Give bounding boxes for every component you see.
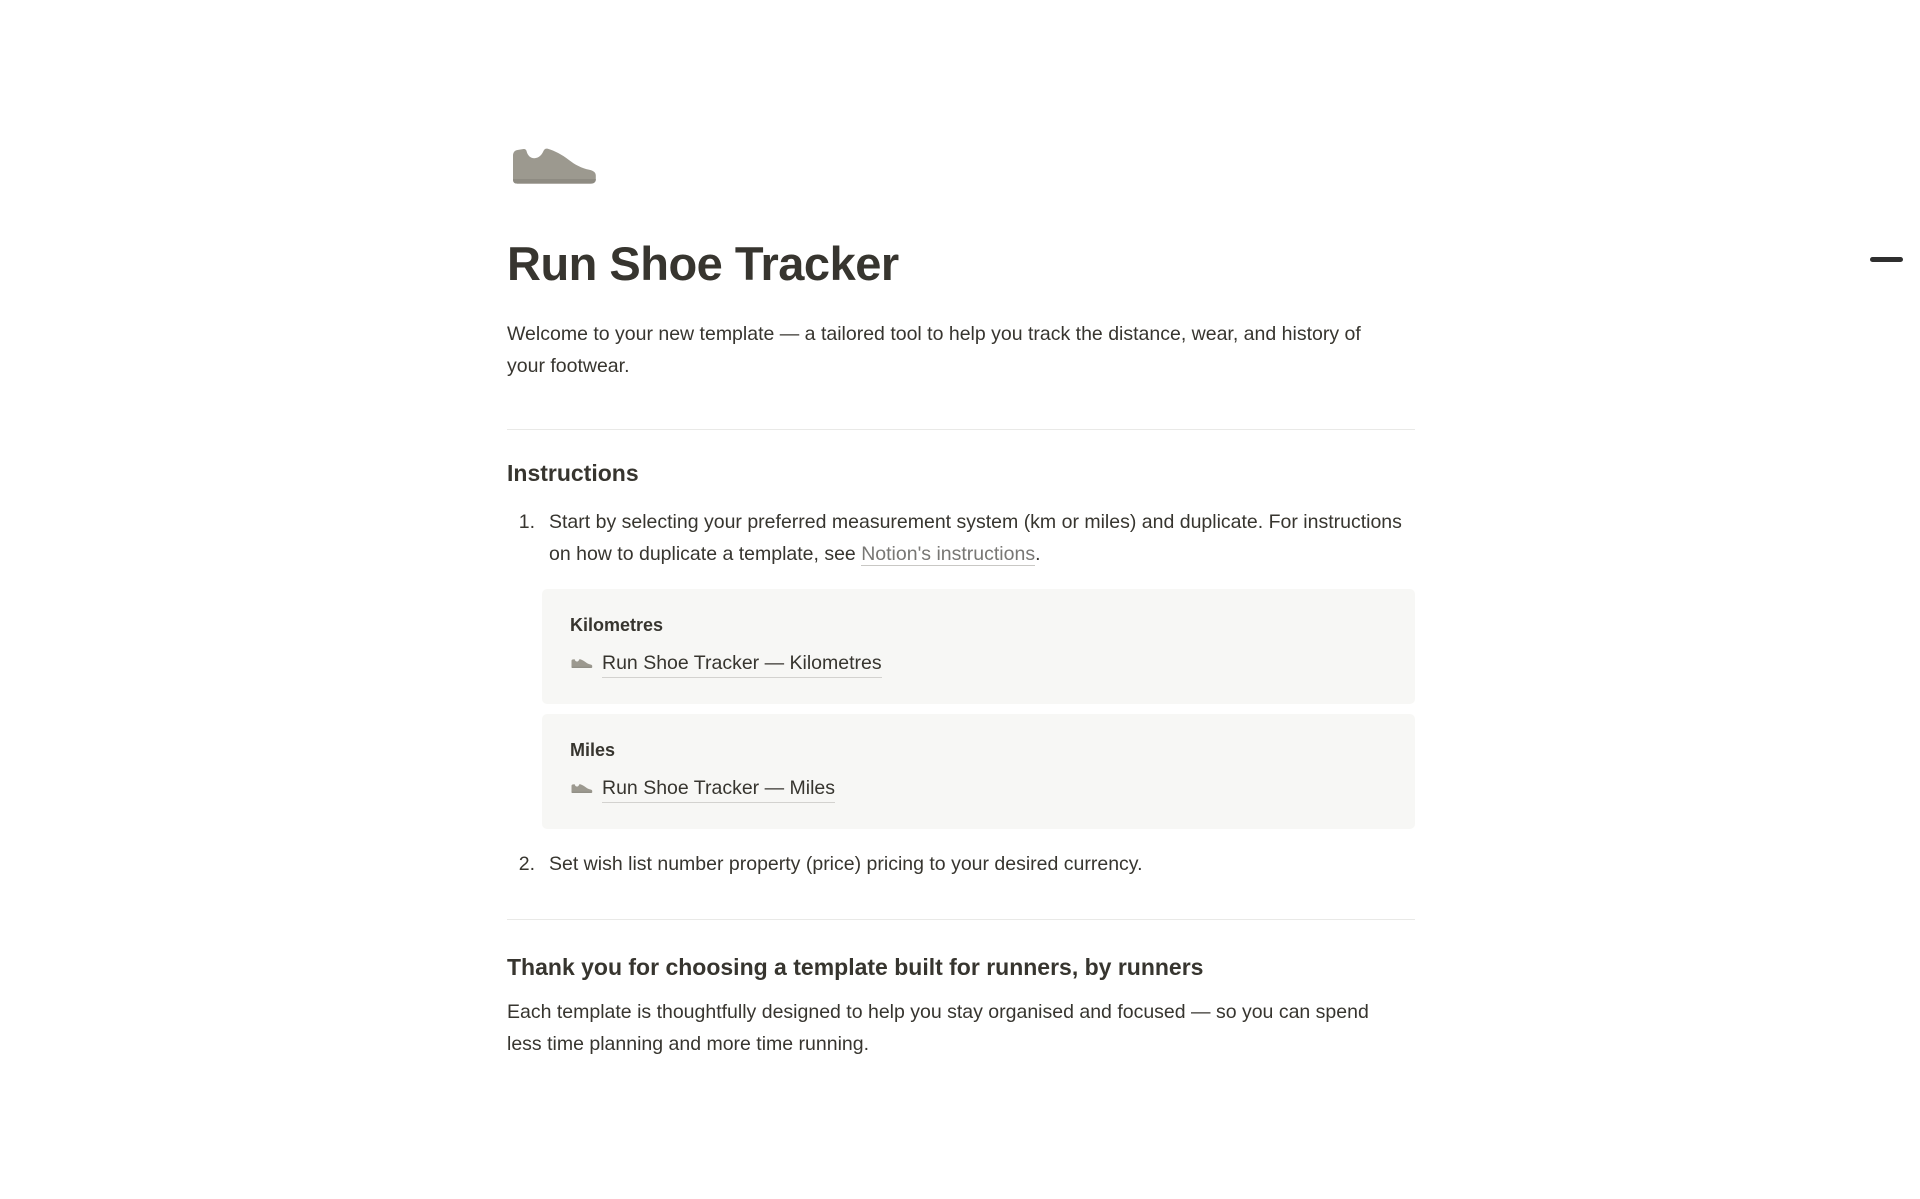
running-shoe-icon [570, 656, 593, 672]
list-item [507, 506, 1415, 570]
closing-heading: Thank you for choosing a template built for runners, by runners [507, 954, 1204, 981]
page-link-row[interactable] [570, 774, 1387, 803]
step-text-after-link: . [1035, 543, 1041, 566]
running-shoe-icon [570, 781, 593, 797]
list-item [507, 848, 1415, 880]
list-marker: 1. [518, 511, 535, 534]
scrollbar-thumb[interactable] [1870, 257, 1903, 262]
card-miles[interactable] [542, 714, 1415, 829]
page-title: Run Shoe Tracker [507, 237, 899, 290]
card-kilometres[interactable] [542, 589, 1415, 704]
notion-instructions-link[interactable]: Notion's instructions [861, 543, 1036, 566]
page-intro-paragraph: Welcome to your new template — a tailored tool to help you track the distance, wear, and history of your footwear. [507, 323, 1361, 378]
page-link-miles[interactable]: Run Shoe Tracker — Miles [602, 774, 835, 803]
running-shoe-icon [507, 138, 599, 198]
page-link-kilometres[interactable]: Run Shoe Tracker — Kilometres [602, 649, 882, 678]
step-text-before-link: Start by selecting your preferred measurement system (km or miles) and duplicate. For instructions on how to duplicate a template, see [549, 511, 1402, 566]
list-marker: 2. [518, 853, 535, 876]
card-title: Kilometres [570, 615, 664, 636]
measurement-cards [542, 589, 1415, 829]
page-content [507, 0, 1415, 1060]
closing-paragraph: Each template is thoughtfully designed to help you stay organised and focused — so you can spend less time planning and more time running. [507, 1001, 1369, 1056]
page-link-row[interactable] [570, 649, 1387, 678]
instructions-list [507, 506, 1415, 570]
instructions-list-continued [507, 848, 1415, 880]
instructions-heading: Instructions [507, 460, 639, 487]
card-title: Miles [570, 740, 616, 761]
step-text: Set wish list number property (price) pricing to your desired currency. [549, 853, 1143, 876]
